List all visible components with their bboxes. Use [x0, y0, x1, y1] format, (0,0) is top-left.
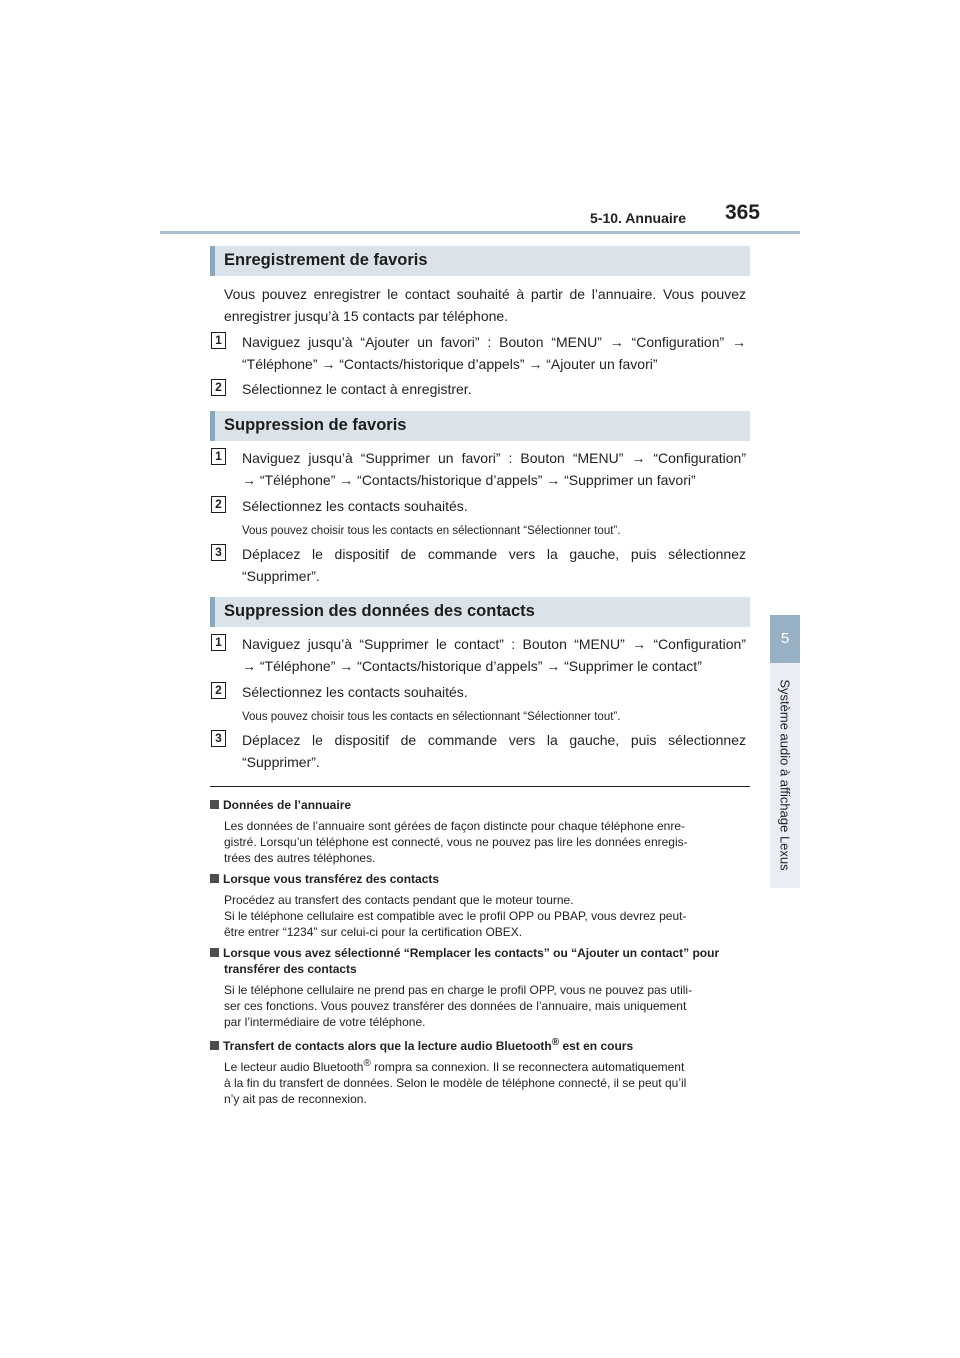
section-title: Suppression de favoris — [224, 416, 407, 434]
section-title: Enregistrement de favoris — [224, 251, 428, 269]
section-heading-contacts-delete — [210, 597, 750, 627]
step-number-badge: 1 — [211, 332, 226, 349]
square-bullet-icon — [210, 874, 219, 883]
info-paragraph: Si le téléphone cellulaire ne prend pas en charge le profil OPP, vous ne pouvez pas utili- ser ces fonctions. Vous pouvez transférer des données de l’annuaire, mais uniquement par l’intermédiaire de votre téléphone. — [224, 983, 693, 1029]
chapter-label: 5-10. Annuaire — [590, 210, 686, 226]
step-2: 2 Sélectionnez le contact à enregistrer. — [211, 378, 746, 400]
step-1: 1 Naviguez jusqu’à “Ajouter un favori” : Bouton “MENU” → “Configuration” → “Téléphone” → “Contacts/historique d’appels” → “Ajouter un favori” — [211, 331, 746, 375]
intro-paragraph: Vous pouvez enregistrer le contact souhaité à partir de l’annuaire. Vous pouvez enregistrer jusqu’à 15 contacts par téléphone. — [224, 286, 746, 324]
section-divider — [210, 786, 750, 787]
step-2: 2 Sélectionnez les contacts souhaités. — [211, 681, 746, 703]
page-header — [160, 200, 800, 234]
step-number-badge: 1 — [211, 448, 226, 465]
header-rule — [160, 231, 800, 234]
square-bullet-icon — [210, 1041, 219, 1050]
step-number-badge: 2 — [211, 496, 226, 513]
step-note: Vous pouvez choisir tous les contacts en sélectionnant “Sélectionner tout”. — [242, 525, 621, 537]
info-paragraph: Le lecteur audio Bluetooth® rompra sa connexion. Il se reconnectera automatiquement à la fin du transfert de données. Selon le modèle de téléphone connecté, il se peut qu’il n’y ait pas de reconnexion. — [224, 1058, 687, 1106]
step-2: 2 Sélectionnez les contacts souhaités. — [211, 495, 746, 517]
step-number-badge: 2 — [211, 379, 226, 396]
info-heading: Lorsque vous transférez des contacts — [210, 871, 750, 887]
step-number-badge: 1 — [211, 634, 226, 651]
step-note: Vous pouvez choisir tous les contacts en sélectionnant “Sélectionner tout”. — [242, 711, 621, 723]
step-1: 1 Naviguez jusqu’à “Supprimer un favori” : Bouton “MENU” → “Configuration” → “Téléphone” → “Contacts/historique d’appels” → “Supprimer un favori” — [211, 447, 746, 491]
info-paragraph: Les données de l’annuaire sont gérées de façon distincte pour chaque téléphone enre- gistré. Lorsqu’un téléphone est connecté, vous ne pouvez pas lire les données enregis- trées des autres téléphones. — [224, 819, 688, 865]
section-title: Suppression des données des contacts — [224, 602, 535, 620]
square-bullet-icon — [210, 948, 219, 957]
step-3: 3 Déplacez le dispositif de commande vers la gauche, puis sélectionnez “Supprimer”. — [211, 729, 746, 773]
square-bullet-icon — [210, 800, 219, 809]
info-heading: Transfert de contacts alors que la lecture audio Bluetooth® est en cours — [210, 1035, 750, 1054]
info-heading: Lorsque vous avez sélectionné “Remplacer les contacts” ou “Ajouter un contact” pour transférer des contacts — [210, 945, 750, 977]
step-number-badge: 3 — [211, 544, 226, 561]
info-heading: Données de l’annuaire — [210, 797, 750, 813]
step-number-badge: 3 — [211, 730, 226, 747]
section-heading-favorites-delete — [210, 411, 750, 441]
chapter-side-label: Système audio à affichage Lexus — [777, 679, 793, 871]
step-3: 3 Déplacez le dispositif de commande vers la gauche, puis sélectionnez “Supprimer”. — [211, 543, 746, 587]
chapter-tab: 5 — [770, 615, 800, 663]
step-1: 1 Naviguez jusqu’à “Supprimer le contact” : Bouton “MENU” → “Configuration” → “Téléphone” → “Contacts/historique d’appels” → “Supprimer le contact” — [211, 633, 746, 677]
page-number: 365 — [724, 201, 760, 224]
step-number-badge: 2 — [211, 682, 226, 699]
section-heading-favorites-register — [210, 246, 750, 276]
info-paragraph: Procédez au transfert des contacts pendant que le moteur tourne. Si le téléphone cellulaire est compatible avec le profil OPP ou PBAP, vous devrez peut- être entrer “1234” sur celui-ci pour la certification OBEX. — [224, 893, 687, 939]
